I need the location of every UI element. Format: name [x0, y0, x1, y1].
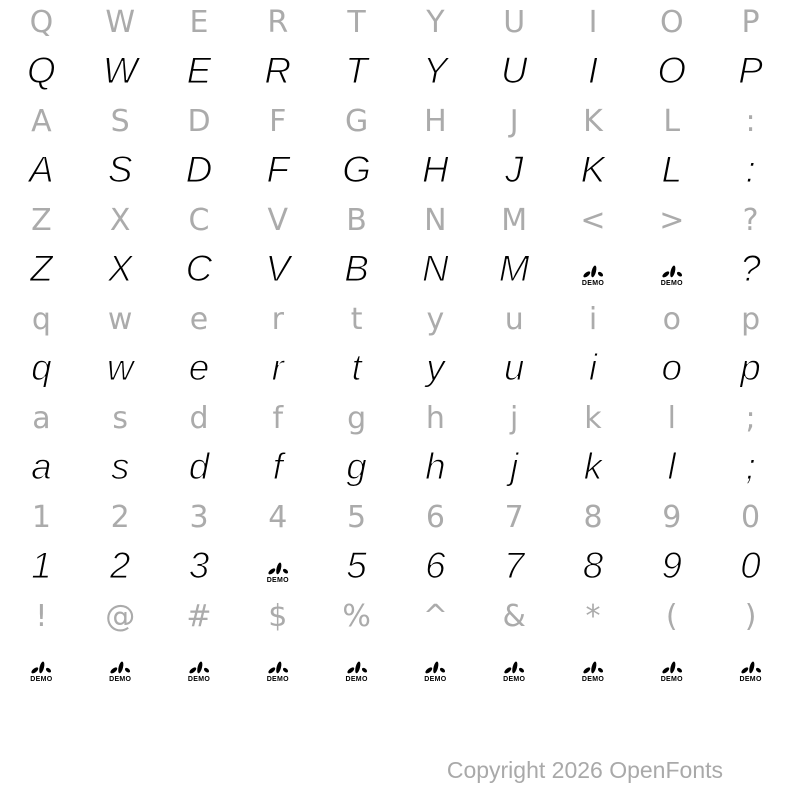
char-glyph: a [31, 446, 52, 487]
char-glyph: 1 [31, 545, 52, 586]
demo-glyph-label: DEMO [660, 676, 683, 683]
char-label: N [424, 203, 447, 238]
demo-splash-icon [661, 265, 683, 279]
char-cell [711, 99, 790, 198]
char-label: Z [31, 203, 52, 238]
demo-glyph [661, 244, 683, 297]
char-label: V [267, 203, 289, 238]
char-label: @ [105, 599, 136, 634]
char-label: 6 [425, 500, 445, 535]
char-glyph: E [186, 50, 212, 91]
char-cell [396, 495, 475, 594]
char-cell [81, 0, 160, 99]
char-cell [81, 297, 160, 396]
char-glyph: k [583, 446, 603, 487]
char-glyph: F [266, 149, 290, 190]
char-label: 5 [347, 500, 367, 535]
demo-splash-icon [346, 661, 368, 675]
demo-splash-icon [503, 661, 525, 675]
char-cell [475, 495, 554, 594]
char-cell [711, 495, 790, 594]
demo-glyph-label: DEMO [187, 676, 211, 683]
char-cell [317, 396, 396, 495]
char-glyph: u [503, 347, 525, 388]
char-cell [554, 0, 633, 99]
char-label: Y [426, 5, 445, 40]
demo-glyph-label: DEMO [424, 676, 447, 683]
char-glyph: B [344, 248, 369, 289]
char-glyph: y [426, 347, 445, 388]
char-cell [632, 99, 711, 198]
demo-glyph [267, 541, 289, 594]
demo-glyph [109, 640, 131, 693]
char-glyph: o [661, 347, 683, 388]
char-cell [554, 99, 633, 198]
char-glyph: ; [745, 446, 756, 487]
char-label: j [510, 401, 519, 436]
char-label: 3 [189, 500, 209, 535]
demo-glyph [582, 640, 604, 693]
demo-splash-icon [267, 661, 289, 675]
char-label: 1 [31, 500, 51, 535]
char-cell [475, 297, 554, 396]
demo-glyph-label: DEMO [30, 676, 53, 683]
char-label: P [741, 5, 760, 40]
char-label: O [659, 5, 684, 40]
char-glyph: 3 [188, 545, 210, 586]
char-label: % [342, 599, 371, 634]
char-glyph: W [102, 50, 138, 91]
char-label: S [110, 104, 130, 139]
char-glyph: Y [423, 50, 448, 91]
char-label: o [662, 302, 681, 337]
char-label: H [424, 104, 447, 139]
char-label: D [187, 104, 211, 139]
char-label: a [32, 401, 51, 436]
char-glyph: w [106, 347, 134, 388]
char-cell [238, 495, 317, 594]
char-cell [632, 495, 711, 594]
char-label: C [188, 203, 210, 238]
char-label: u [504, 302, 524, 337]
demo-glyph [424, 640, 446, 693]
char-label: E [189, 5, 209, 40]
demo-glyph [345, 640, 367, 693]
demo-glyph-label: DEMO [581, 676, 605, 683]
char-label: s [112, 401, 129, 436]
char-cell [81, 495, 160, 594]
char-cell [160, 198, 239, 297]
char-glyph: N [422, 248, 449, 289]
demo-glyph [582, 244, 604, 297]
char-glyph: S [107, 149, 133, 190]
char-cell [396, 198, 475, 297]
demo-glyph [503, 640, 525, 693]
char-cell [554, 396, 633, 495]
demo-glyph-label: DEMO [345, 676, 368, 683]
char-label: 9 [662, 500, 682, 535]
char-cell [160, 99, 239, 198]
char-label: e [189, 302, 209, 337]
demo-glyph-label: DEMO [739, 676, 762, 683]
char-glyph: l [667, 446, 676, 487]
char-cell [317, 495, 396, 594]
char-label: ; [745, 401, 756, 436]
demo-splash-icon [109, 661, 131, 675]
char-cell [711, 297, 790, 396]
char-label: 2 [110, 500, 130, 535]
char-glyph: g [346, 446, 367, 487]
char-glyph: X [107, 248, 133, 289]
char-label: X [109, 203, 131, 238]
char-cell [81, 396, 160, 495]
char-glyph: f [272, 446, 283, 487]
char-cell [160, 495, 239, 594]
char-cell [632, 0, 711, 99]
char-glyph: j [510, 446, 519, 487]
char-glyph: D [185, 149, 213, 190]
char-cell [317, 297, 396, 396]
char-glyph: 6 [425, 545, 446, 586]
demo-glyph [661, 640, 683, 693]
char-label: Q [29, 5, 54, 40]
char-cell [711, 396, 790, 495]
char-label: 4 [268, 500, 288, 535]
demo-glyph-label: DEMO [266, 577, 289, 584]
demo-glyph-label: DEMO [660, 280, 683, 287]
char-cell [475, 99, 554, 198]
char-glyph: L [661, 149, 683, 190]
char-glyph: d [188, 446, 210, 487]
char-label: h [425, 401, 445, 436]
char-cell [238, 198, 317, 297]
char-glyph: Q [27, 50, 56, 91]
char-cell [81, 198, 160, 297]
char-glyph: H [422, 149, 449, 190]
char-label: 8 [583, 500, 603, 535]
demo-glyph-label: DEMO [109, 676, 132, 683]
char-label: < [580, 203, 606, 238]
char-glyph: T [345, 50, 368, 91]
char-cell [475, 396, 554, 495]
char-label: R [267, 5, 289, 40]
char-glyph: O [657, 50, 687, 91]
char-glyph: C [185, 248, 213, 289]
char-cell [160, 594, 239, 693]
demo-splash-icon [740, 661, 762, 675]
char-cell [2, 99, 81, 198]
char-cell [554, 495, 633, 594]
char-glyph: e [188, 347, 210, 388]
char-cell [396, 99, 475, 198]
char-cell [317, 99, 396, 198]
char-label: A [31, 104, 52, 139]
char-label: p [741, 302, 761, 337]
char-glyph: V [265, 248, 291, 289]
char-label: t [350, 302, 363, 337]
char-glyph: 2 [109, 545, 131, 586]
char-cell [396, 297, 475, 396]
char-glyph: h [425, 446, 446, 487]
demo-splash-icon [30, 661, 52, 675]
demo-glyph [267, 640, 289, 693]
char-cell [554, 198, 633, 297]
demo-glyph-label: DEMO [503, 676, 526, 683]
char-cell [711, 198, 790, 297]
demo-splash-icon [661, 661, 683, 675]
demo-glyph-label: DEMO [581, 280, 605, 287]
char-label: ) [744, 599, 757, 634]
char-glyph: U [500, 50, 528, 91]
char-glyph: I [587, 50, 599, 91]
char-glyph: R [264, 50, 292, 91]
char-label: w [107, 302, 133, 337]
char-label: * [585, 599, 601, 634]
char-cell [554, 594, 633, 693]
demo-glyph [188, 640, 210, 693]
char-cell [632, 198, 711, 297]
char-label: ! [35, 599, 48, 634]
demo-splash-icon [267, 562, 289, 576]
char-cell [396, 594, 475, 693]
char-label: 0 [741, 500, 761, 535]
char-cell [632, 297, 711, 396]
char-cell [238, 297, 317, 396]
char-glyph: G [342, 149, 371, 190]
char-cell [81, 99, 160, 198]
char-cell [317, 0, 396, 99]
char-cell [160, 0, 239, 99]
charmap-grid [2, 0, 790, 693]
char-cell [2, 198, 81, 297]
char-cell [2, 495, 81, 594]
char-label: k [584, 401, 602, 436]
char-cell [632, 396, 711, 495]
char-cell [2, 594, 81, 693]
char-glyph: s [110, 446, 130, 487]
char-label: # [186, 599, 212, 634]
demo-splash-icon [582, 661, 604, 675]
demo-glyph [30, 640, 52, 693]
char-glyph: 5 [346, 545, 367, 586]
char-glyph: ? [740, 248, 761, 289]
char-cell [238, 594, 317, 693]
char-label: & [502, 599, 526, 634]
char-label: : [745, 104, 756, 139]
char-glyph: t [351, 347, 362, 388]
char-glyph: 9 [661, 545, 683, 586]
char-label: J [509, 104, 519, 139]
char-label: q [31, 302, 51, 337]
char-glyph: 7 [503, 545, 525, 586]
char-label: > [659, 203, 685, 238]
char-cell [475, 198, 554, 297]
char-glyph: J [504, 149, 524, 190]
char-label: K [583, 104, 603, 139]
demo-splash-icon [188, 661, 210, 675]
char-cell [711, 594, 790, 693]
char-cell [81, 594, 160, 693]
char-cell [160, 297, 239, 396]
char-cell [632, 594, 711, 693]
char-cell [317, 198, 396, 297]
char-cell [396, 0, 475, 99]
char-label: $ [268, 599, 288, 634]
char-label: ? [742, 203, 759, 238]
char-cell [2, 297, 81, 396]
char-cell [238, 99, 317, 198]
char-glyph: Z [30, 248, 53, 289]
char-label: r [271, 302, 284, 337]
char-label: i [588, 302, 598, 337]
char-glyph: i [588, 347, 598, 388]
char-label: I [588, 5, 598, 40]
char-cell [554, 297, 633, 396]
char-label: y [426, 302, 445, 337]
demo-glyph-label: DEMO [266, 676, 289, 683]
char-glyph: A [29, 149, 54, 190]
char-label: U [503, 5, 526, 40]
char-label: ( [665, 599, 678, 634]
copyright-text: Copyright 2026 OpenFonts [446, 757, 723, 783]
demo-splash-icon [582, 265, 604, 279]
char-glyph: p [740, 347, 761, 388]
char-cell [238, 0, 317, 99]
char-cell [475, 594, 554, 693]
char-label: F [269, 104, 287, 139]
char-label: g [347, 401, 367, 436]
char-cell [2, 0, 81, 99]
char-cell [2, 396, 81, 495]
demo-splash-icon [424, 661, 446, 675]
char-glyph: P [738, 50, 763, 91]
char-cell [160, 396, 239, 495]
char-label: B [346, 203, 367, 238]
char-label: ^ [422, 599, 448, 634]
char-label: l [667, 401, 676, 436]
char-glyph: 0 [740, 545, 761, 586]
char-cell [238, 396, 317, 495]
demo-glyph [739, 640, 761, 693]
char-glyph: K [580, 149, 606, 190]
char-label: T [347, 5, 366, 40]
char-cell [317, 594, 396, 693]
char-label: G [344, 104, 369, 139]
char-glyph: q [31, 347, 52, 388]
char-label: M [501, 203, 528, 238]
char-label: L [663, 104, 681, 139]
char-glyph: r [271, 347, 284, 388]
char-label: W [105, 5, 136, 40]
char-glyph: M [498, 248, 530, 289]
char-label: f [272, 401, 284, 436]
char-cell [396, 396, 475, 495]
char-label: 7 [504, 500, 524, 535]
char-cell [711, 0, 790, 99]
char-label: d [189, 401, 209, 436]
char-cell [475, 0, 554, 99]
char-glyph: : [745, 149, 756, 190]
char-glyph: 8 [582, 545, 604, 586]
